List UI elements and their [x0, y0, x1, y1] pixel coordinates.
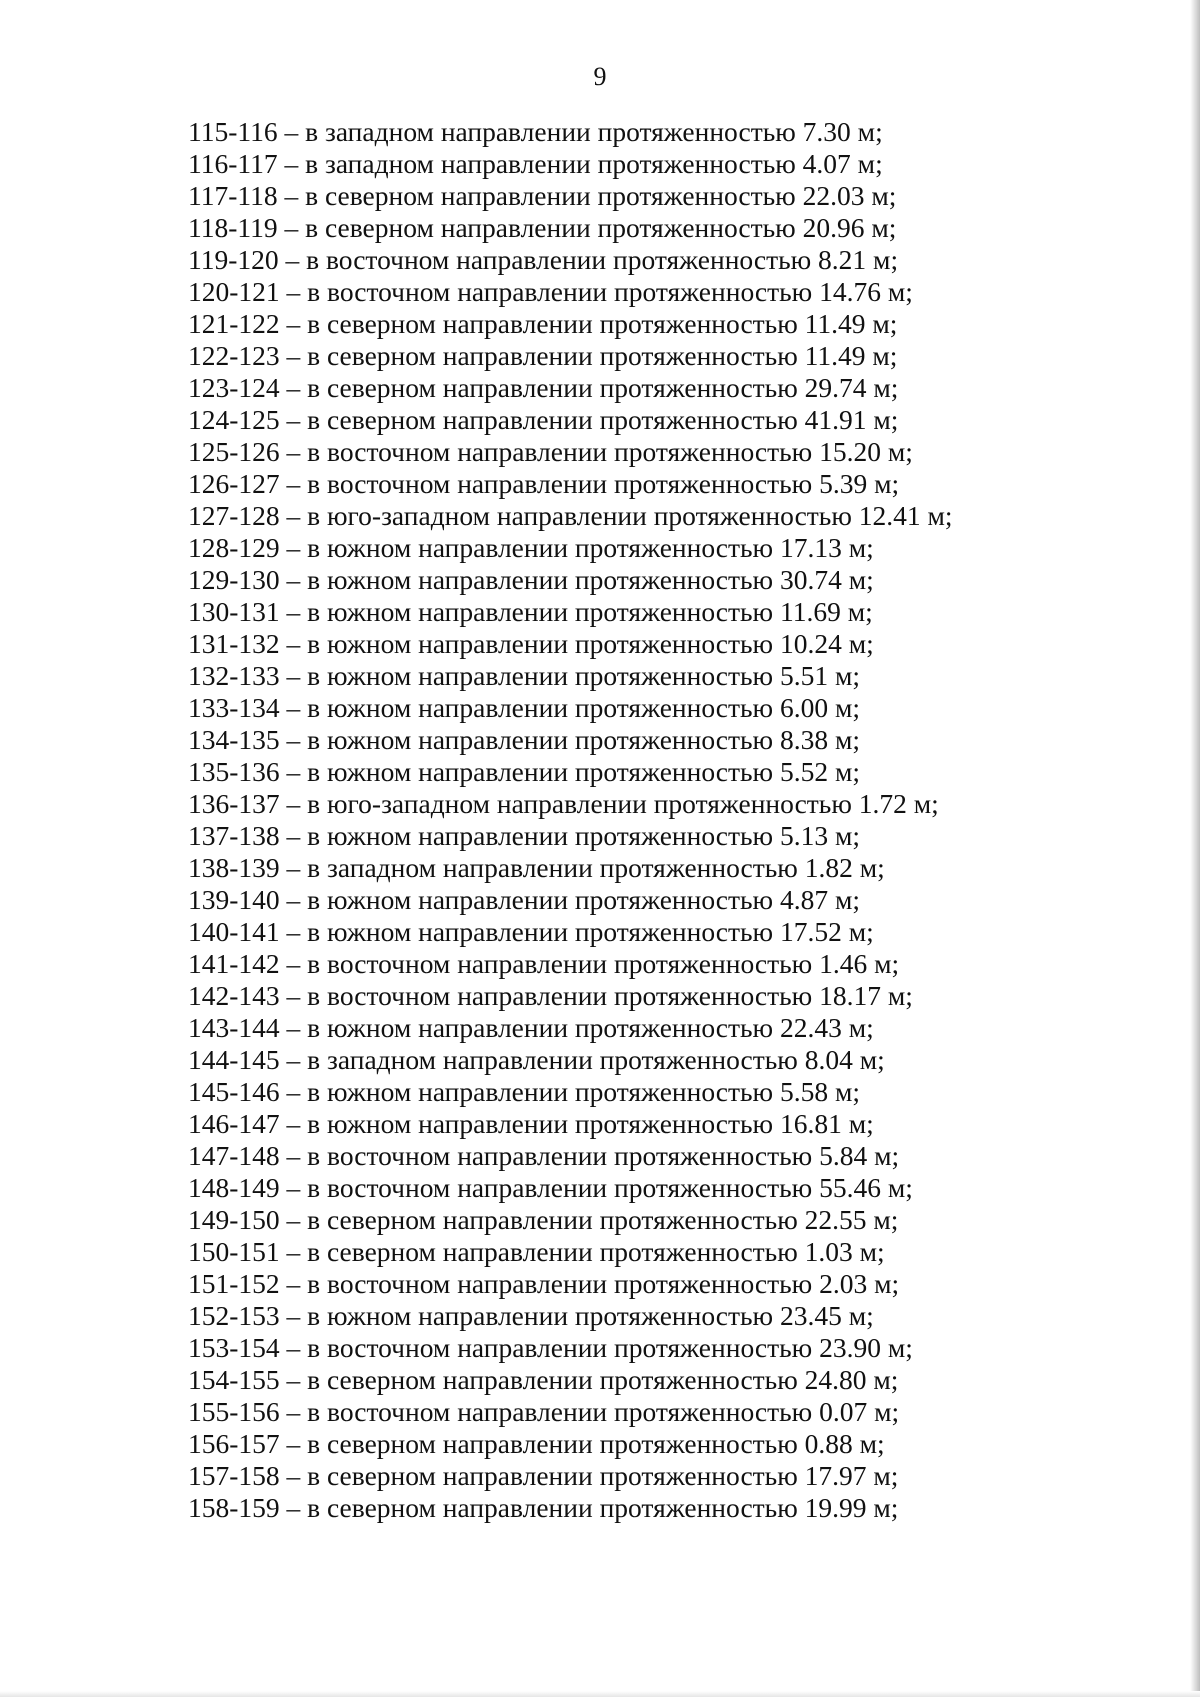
boundary-segment-line: 132-133 – в южном направлении протяженностью 5.51 м;: [188, 660, 861, 691]
page-number: 9: [593, 62, 607, 91]
boundary-segment-line: 124-125 – в северном направлении протяженностью 41.91 м;: [188, 404, 899, 435]
boundary-segment-line: 117-118 – в северном направлении протяженностью 22.03 м;: [188, 180, 897, 211]
boundary-segment-line: 136-137 – в юго-западном направлении протяженностью 1.72 м;: [188, 788, 939, 819]
boundary-segment-line: 122-123 – в северном направлении протяженностью 11.49 м;: [188, 340, 898, 371]
boundary-segment-line: 137-138 – в южном направлении протяженностью 5.13 м;: [188, 820, 861, 851]
boundary-segment-line: 139-140 – в южном направлении протяженностью 4.87 м;: [188, 884, 861, 915]
boundary-segment-line: 123-124 – в северном направлении протяженностью 29.74 м;: [188, 372, 899, 403]
boundary-segment-line: 138-139 – в западном направлении протяженностью 1.82 м;: [188, 852, 885, 883]
boundary-segment-line: 115-116 – в западном направлении протяженностью 7.30 м;: [188, 116, 883, 147]
scan-bottom-shadow: [0, 1691, 1200, 1697]
boundary-segment-list: [188, 116, 953, 1524]
boundary-segment-line: 152-153 – в южном направлении протяженностью 23.45 м;: [188, 1300, 874, 1331]
boundary-segment-line: 147-148 – в восточном направлении протяженностью 5.84 м;: [188, 1140, 900, 1171]
boundary-segment-line: 144-145 – в западном направлении протяженностью 8.04 м;: [188, 1044, 885, 1075]
boundary-segment-line: 158-159 – в северном направлении протяженностью 19.99 м;: [188, 1492, 899, 1523]
boundary-segment-line: 151-152 – в восточном направлении протяженностью 2.03 м;: [188, 1268, 900, 1299]
boundary-segment-line: 116-117 – в западном направлении протяженностью 4.07 м;: [188, 148, 883, 179]
boundary-segment-line: 146-147 – в южном направлении протяженностью 16.81 м;: [188, 1108, 874, 1139]
boundary-segment-line: 145-146 – в южном направлении протяженностью 5.58 м;: [188, 1076, 861, 1107]
boundary-segment-line: 143-144 – в южном направлении протяженностью 22.43 м;: [188, 1012, 874, 1043]
boundary-segment-line: 128-129 – в южном направлении протяженностью 17.13 м;: [188, 532, 874, 563]
boundary-segment-line: 127-128 – в юго-западном направлении протяженностью 12.41 м;: [188, 500, 953, 531]
boundary-segment-line: 130-131 – в южном направлении протяженностью 11.69 м;: [188, 596, 873, 627]
boundary-segment-line: 150-151 – в северном направлении протяженностью 1.03 м;: [188, 1236, 885, 1267]
boundary-segment-line: 135-136 – в южном направлении протяженностью 5.52 м;: [188, 756, 861, 787]
scan-edge-shadow: [1190, 0, 1200, 1697]
boundary-segment-line: 121-122 – в северном направлении протяженностью 11.49 м;: [188, 308, 898, 339]
boundary-segment-line: 156-157 – в северном направлении протяженностью 0.88 м;: [188, 1428, 885, 1459]
boundary-segment-line: 129-130 – в южном направлении протяженностью 30.74 м;: [188, 564, 874, 595]
boundary-segment-line: 126-127 – в восточном направлении протяженностью 5.39 м;: [188, 468, 900, 499]
boundary-segment-line: 142-143 – в восточном направлении протяженностью 18.17 м;: [188, 980, 913, 1011]
boundary-segment-line: 155-156 – в восточном направлении протяженностью 0.07 м;: [188, 1396, 900, 1427]
boundary-segment-line: 118-119 – в северном направлении протяженностью 20.96 м;: [188, 212, 897, 243]
boundary-segment-line: 134-135 – в южном направлении протяженностью 8.38 м;: [188, 724, 861, 755]
boundary-segment-line: 133-134 – в южном направлении протяженностью 6.00 м;: [188, 692, 861, 723]
boundary-segment-line: 131-132 – в южном направлении протяженностью 10.24 м;: [188, 628, 874, 659]
boundary-segment-line: 157-158 – в северном направлении протяженностью 17.97 м;: [188, 1460, 899, 1491]
boundary-segment-line: 120-121 – в восточном направлении протяженностью 14.76 м;: [188, 276, 913, 307]
boundary-segment-line: 153-154 – в восточном направлении протяженностью 23.90 м;: [188, 1332, 913, 1363]
boundary-segment-line: 148-149 – в восточном направлении протяженностью 55.46 м;: [188, 1172, 913, 1203]
boundary-segment-line: 154-155 – в северном направлении протяженностью 24.80 м;: [188, 1364, 899, 1395]
boundary-segment-line: 141-142 – в восточном направлении протяженностью 1.46 м;: [188, 948, 900, 979]
boundary-segment-line: 119-120 – в восточном направлении протяженностью 8.21 м;: [188, 244, 899, 275]
boundary-segment-line: 140-141 – в южном направлении протяженностью 17.52 м;: [188, 916, 874, 947]
boundary-segment-line: 125-126 – в восточном направлении протяженностью 15.20 м;: [188, 436, 913, 467]
boundary-segment-line: 149-150 – в северном направлении протяженностью 22.55 м;: [188, 1204, 899, 1235]
